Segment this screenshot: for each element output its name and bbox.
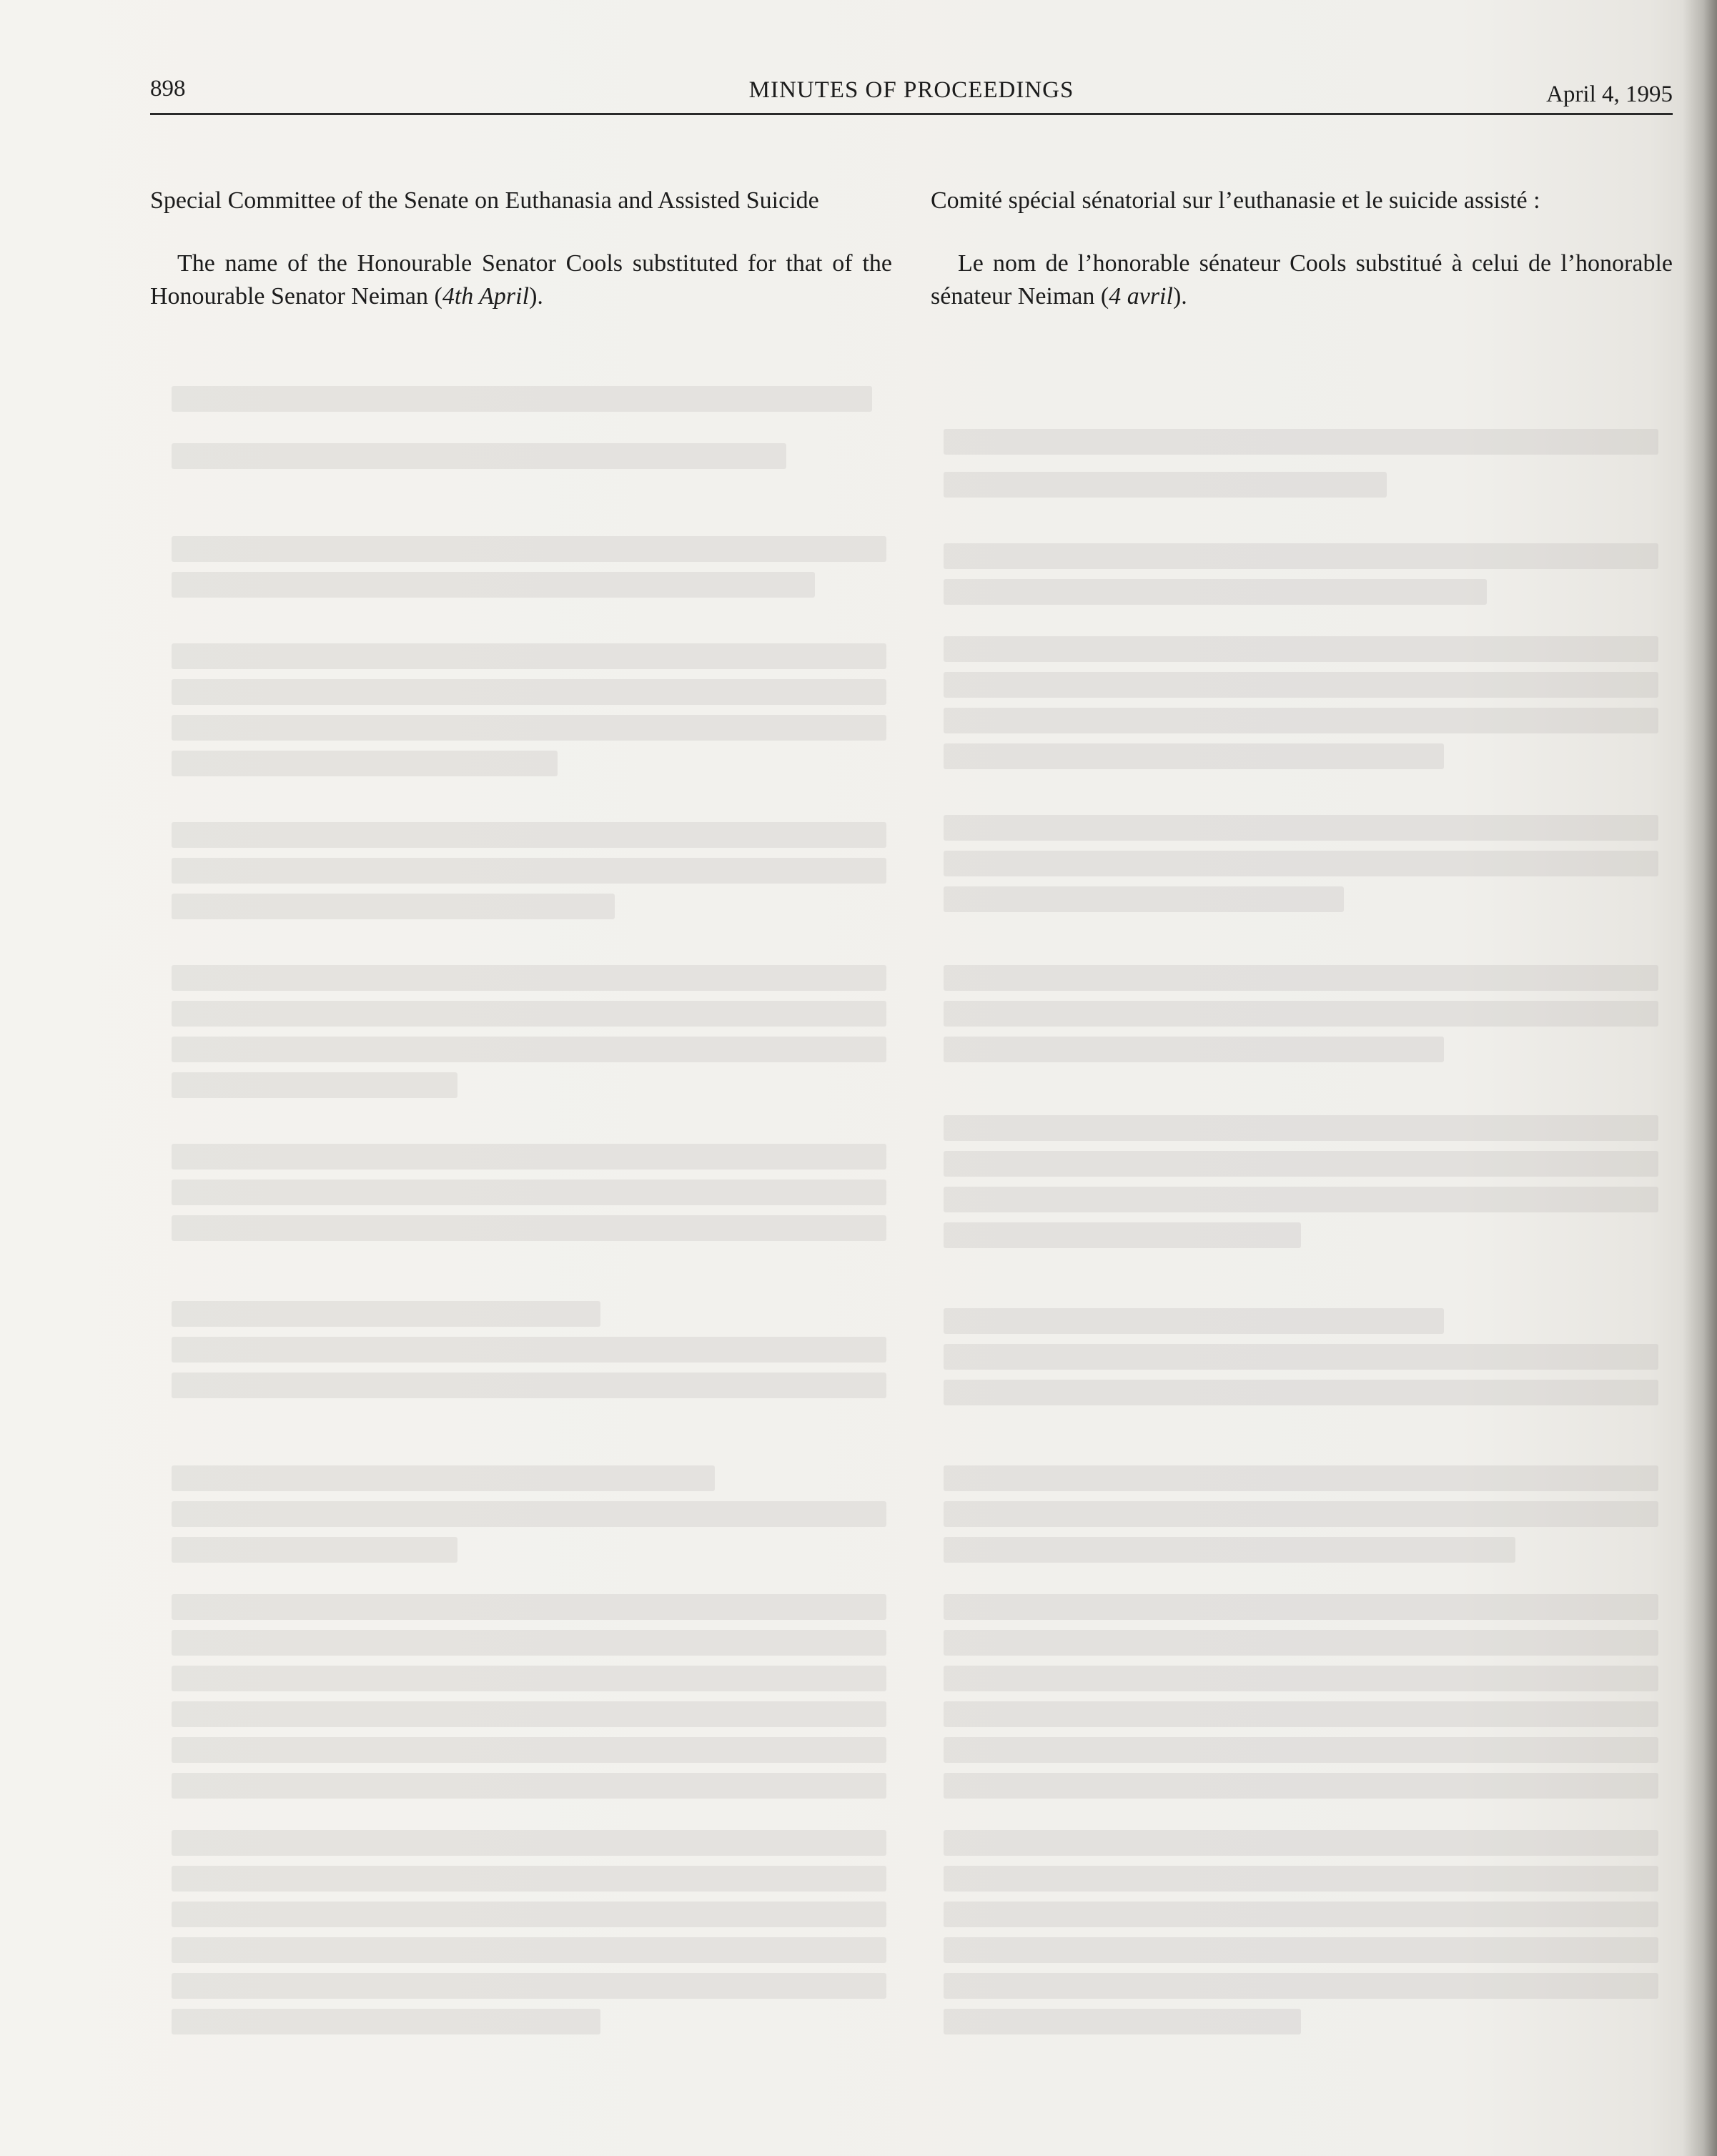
header-date: April 4, 1995 <box>1546 81 1673 107</box>
french-column <box>931 184 1673 313</box>
substitution-text-fr: Le nom de l’honorable sénateur Cools substitué à celui de l’honorable sénateur Neiman ( <box>931 250 1673 310</box>
english-column <box>150 184 892 313</box>
substitution-date-en: 4th April <box>442 283 530 310</box>
page-header <box>150 70 1673 116</box>
substitution-end-fr: ). <box>1172 283 1187 310</box>
substitution-text-en: The name of the Honourable Senator Cools substituted for that of the Honourable Senator Neiman ( <box>150 250 892 310</box>
committee-heading-en: Special Committee of the Senate on Euthanasia and Assisted Suicide <box>150 187 819 214</box>
running-title: MINUTES OF PROCEEDINGS <box>748 77 1074 103</box>
header-rule <box>150 113 1673 115</box>
page-number: 898 <box>150 76 186 102</box>
page-edge-shadow <box>1683 0 1717 2156</box>
substitution-paragraph-fr <box>931 247 1673 313</box>
committee-heading-fr: Comité spécial sénatorial sur l’euthanasie et le suicide assisté : <box>931 187 1540 214</box>
substitution-paragraph-en <box>150 247 892 313</box>
substitution-end-en: ). <box>529 283 543 310</box>
substitution-date-fr: 4 avril <box>1109 283 1173 310</box>
